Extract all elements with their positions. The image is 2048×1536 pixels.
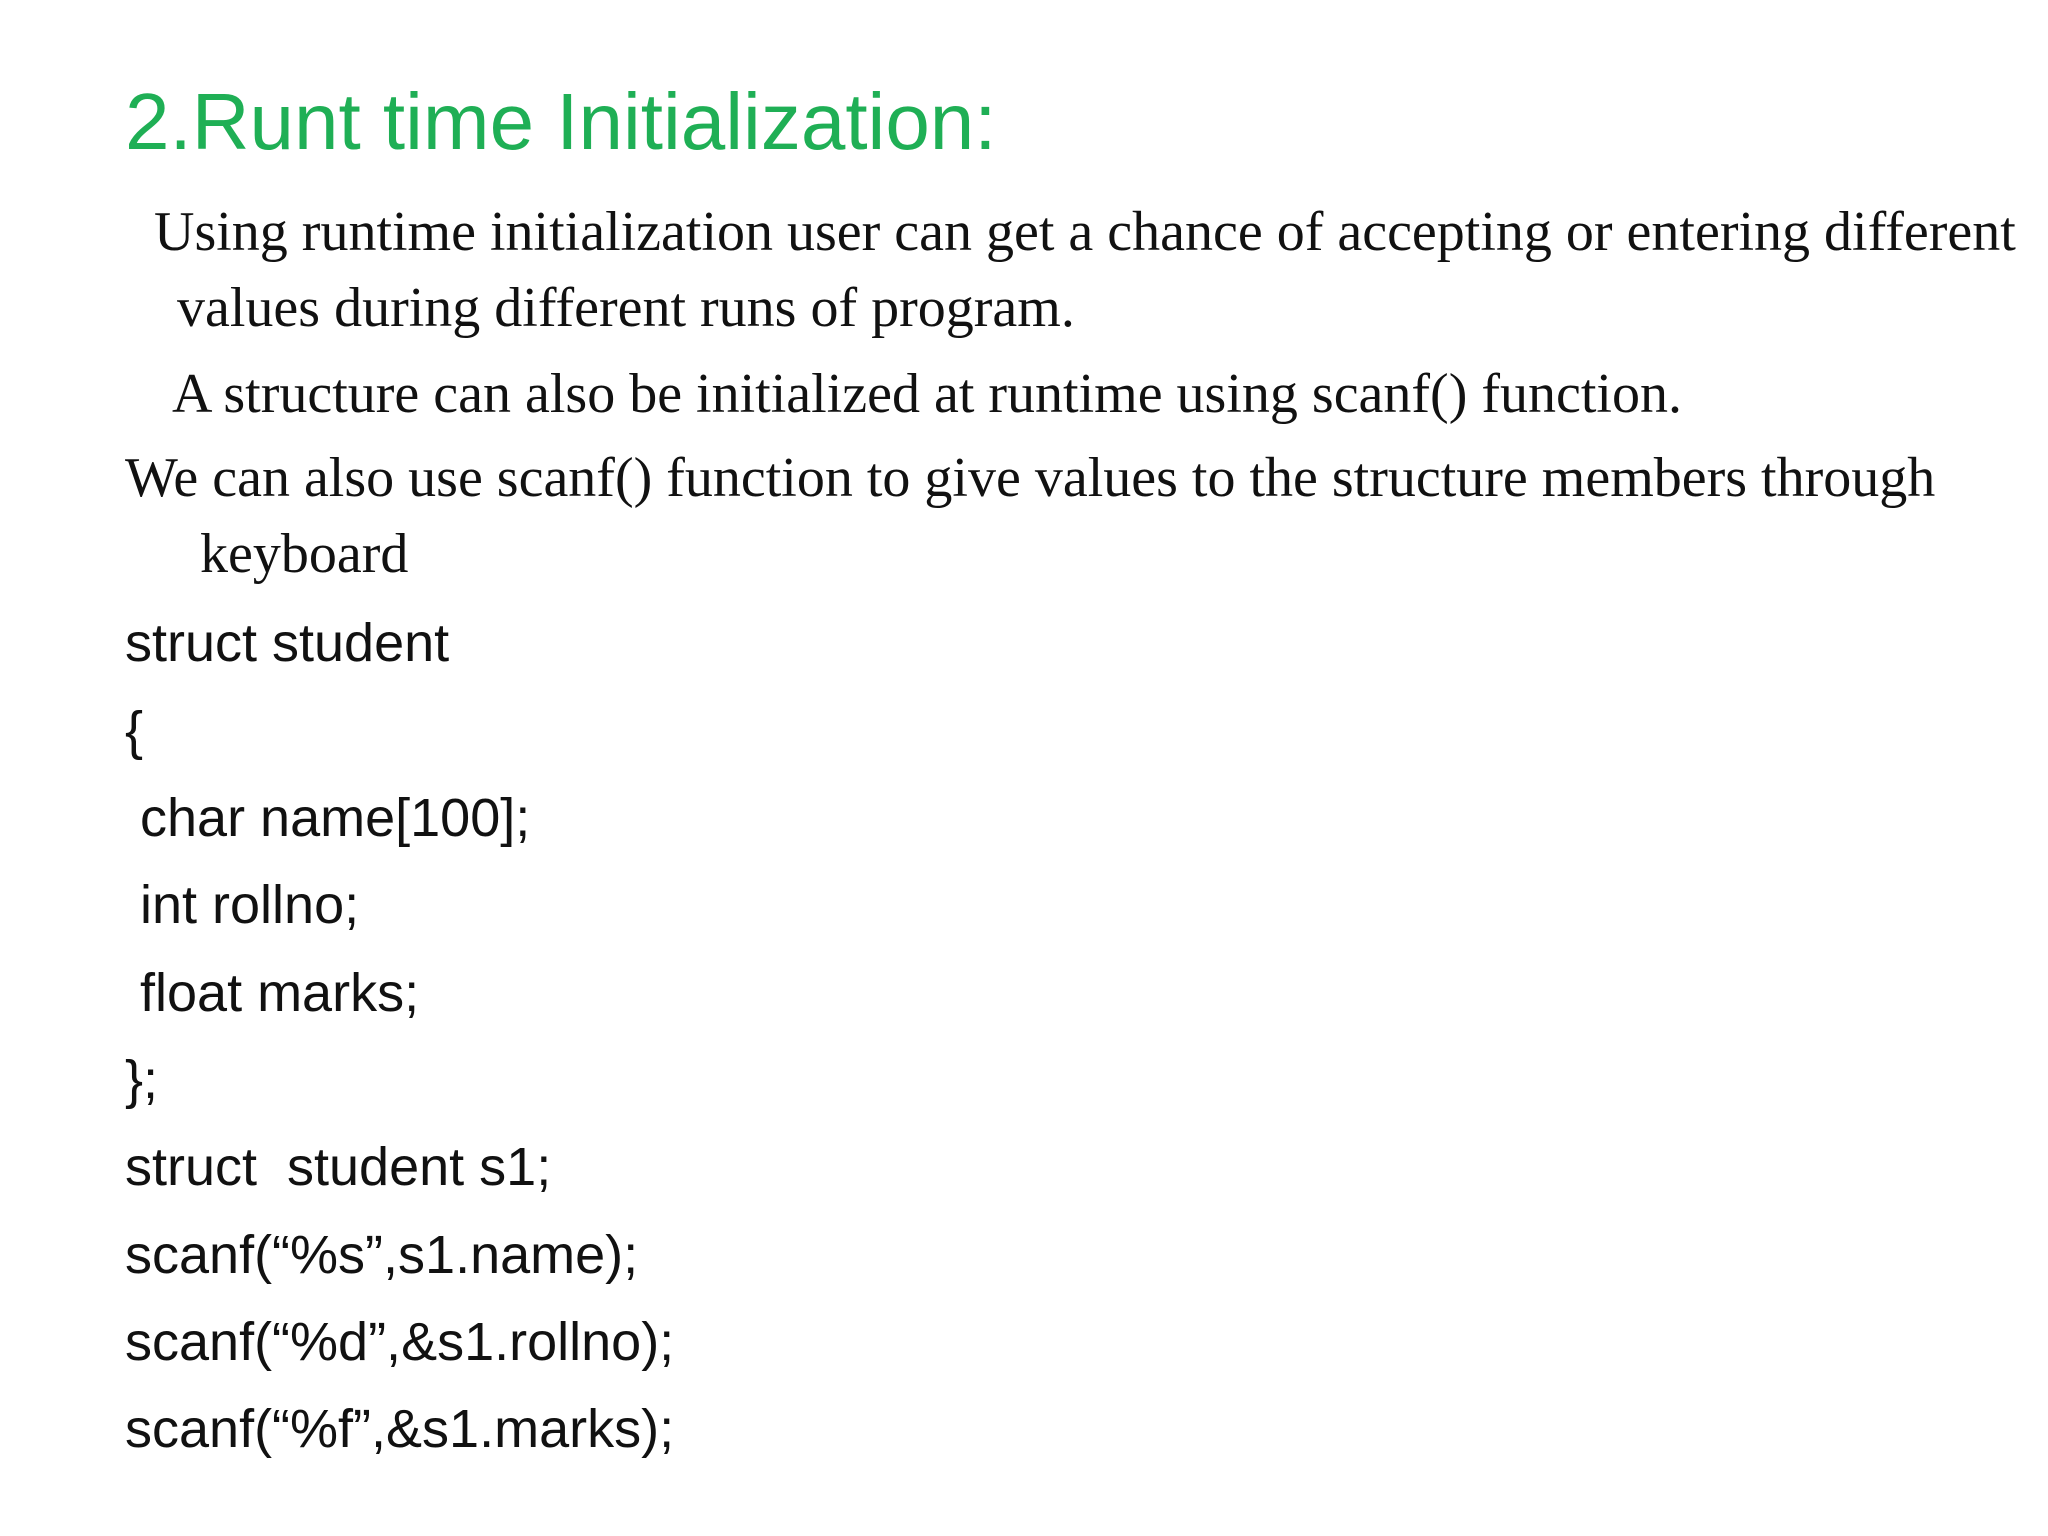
code-line: scanf(“%s”,s1.name); [125, 1225, 639, 1285]
code-line: }; [125, 1050, 159, 1110]
paragraph-scanf-runtime: A structure can also be initialized at runtime using scanf() function. [172, 363, 1682, 425]
paragraph-runtime-initialization: Using runtime initialization user can get a chance of accepting or entering different values during different runs of program. [154, 201, 2016, 339]
code-line: struct student s1; [125, 1137, 552, 1197]
code-line: float marks; [125, 963, 420, 1023]
slide-title: 2.Runt time Initialization: [125, 77, 997, 166]
code-line: int rollno; [125, 875, 360, 935]
code-line: struct student [125, 613, 450, 673]
paragraph-scanf-keyboard: We can also use scanf() function to give values to the structure members through keyboard [125, 447, 1936, 585]
code-line: scanf(“%f”,&s1.marks); [125, 1399, 675, 1459]
code-line: scanf(“%d”,&s1.rollno); [125, 1312, 675, 1372]
code-line: char name[100]; [125, 788, 531, 848]
code-line: { [125, 701, 144, 761]
